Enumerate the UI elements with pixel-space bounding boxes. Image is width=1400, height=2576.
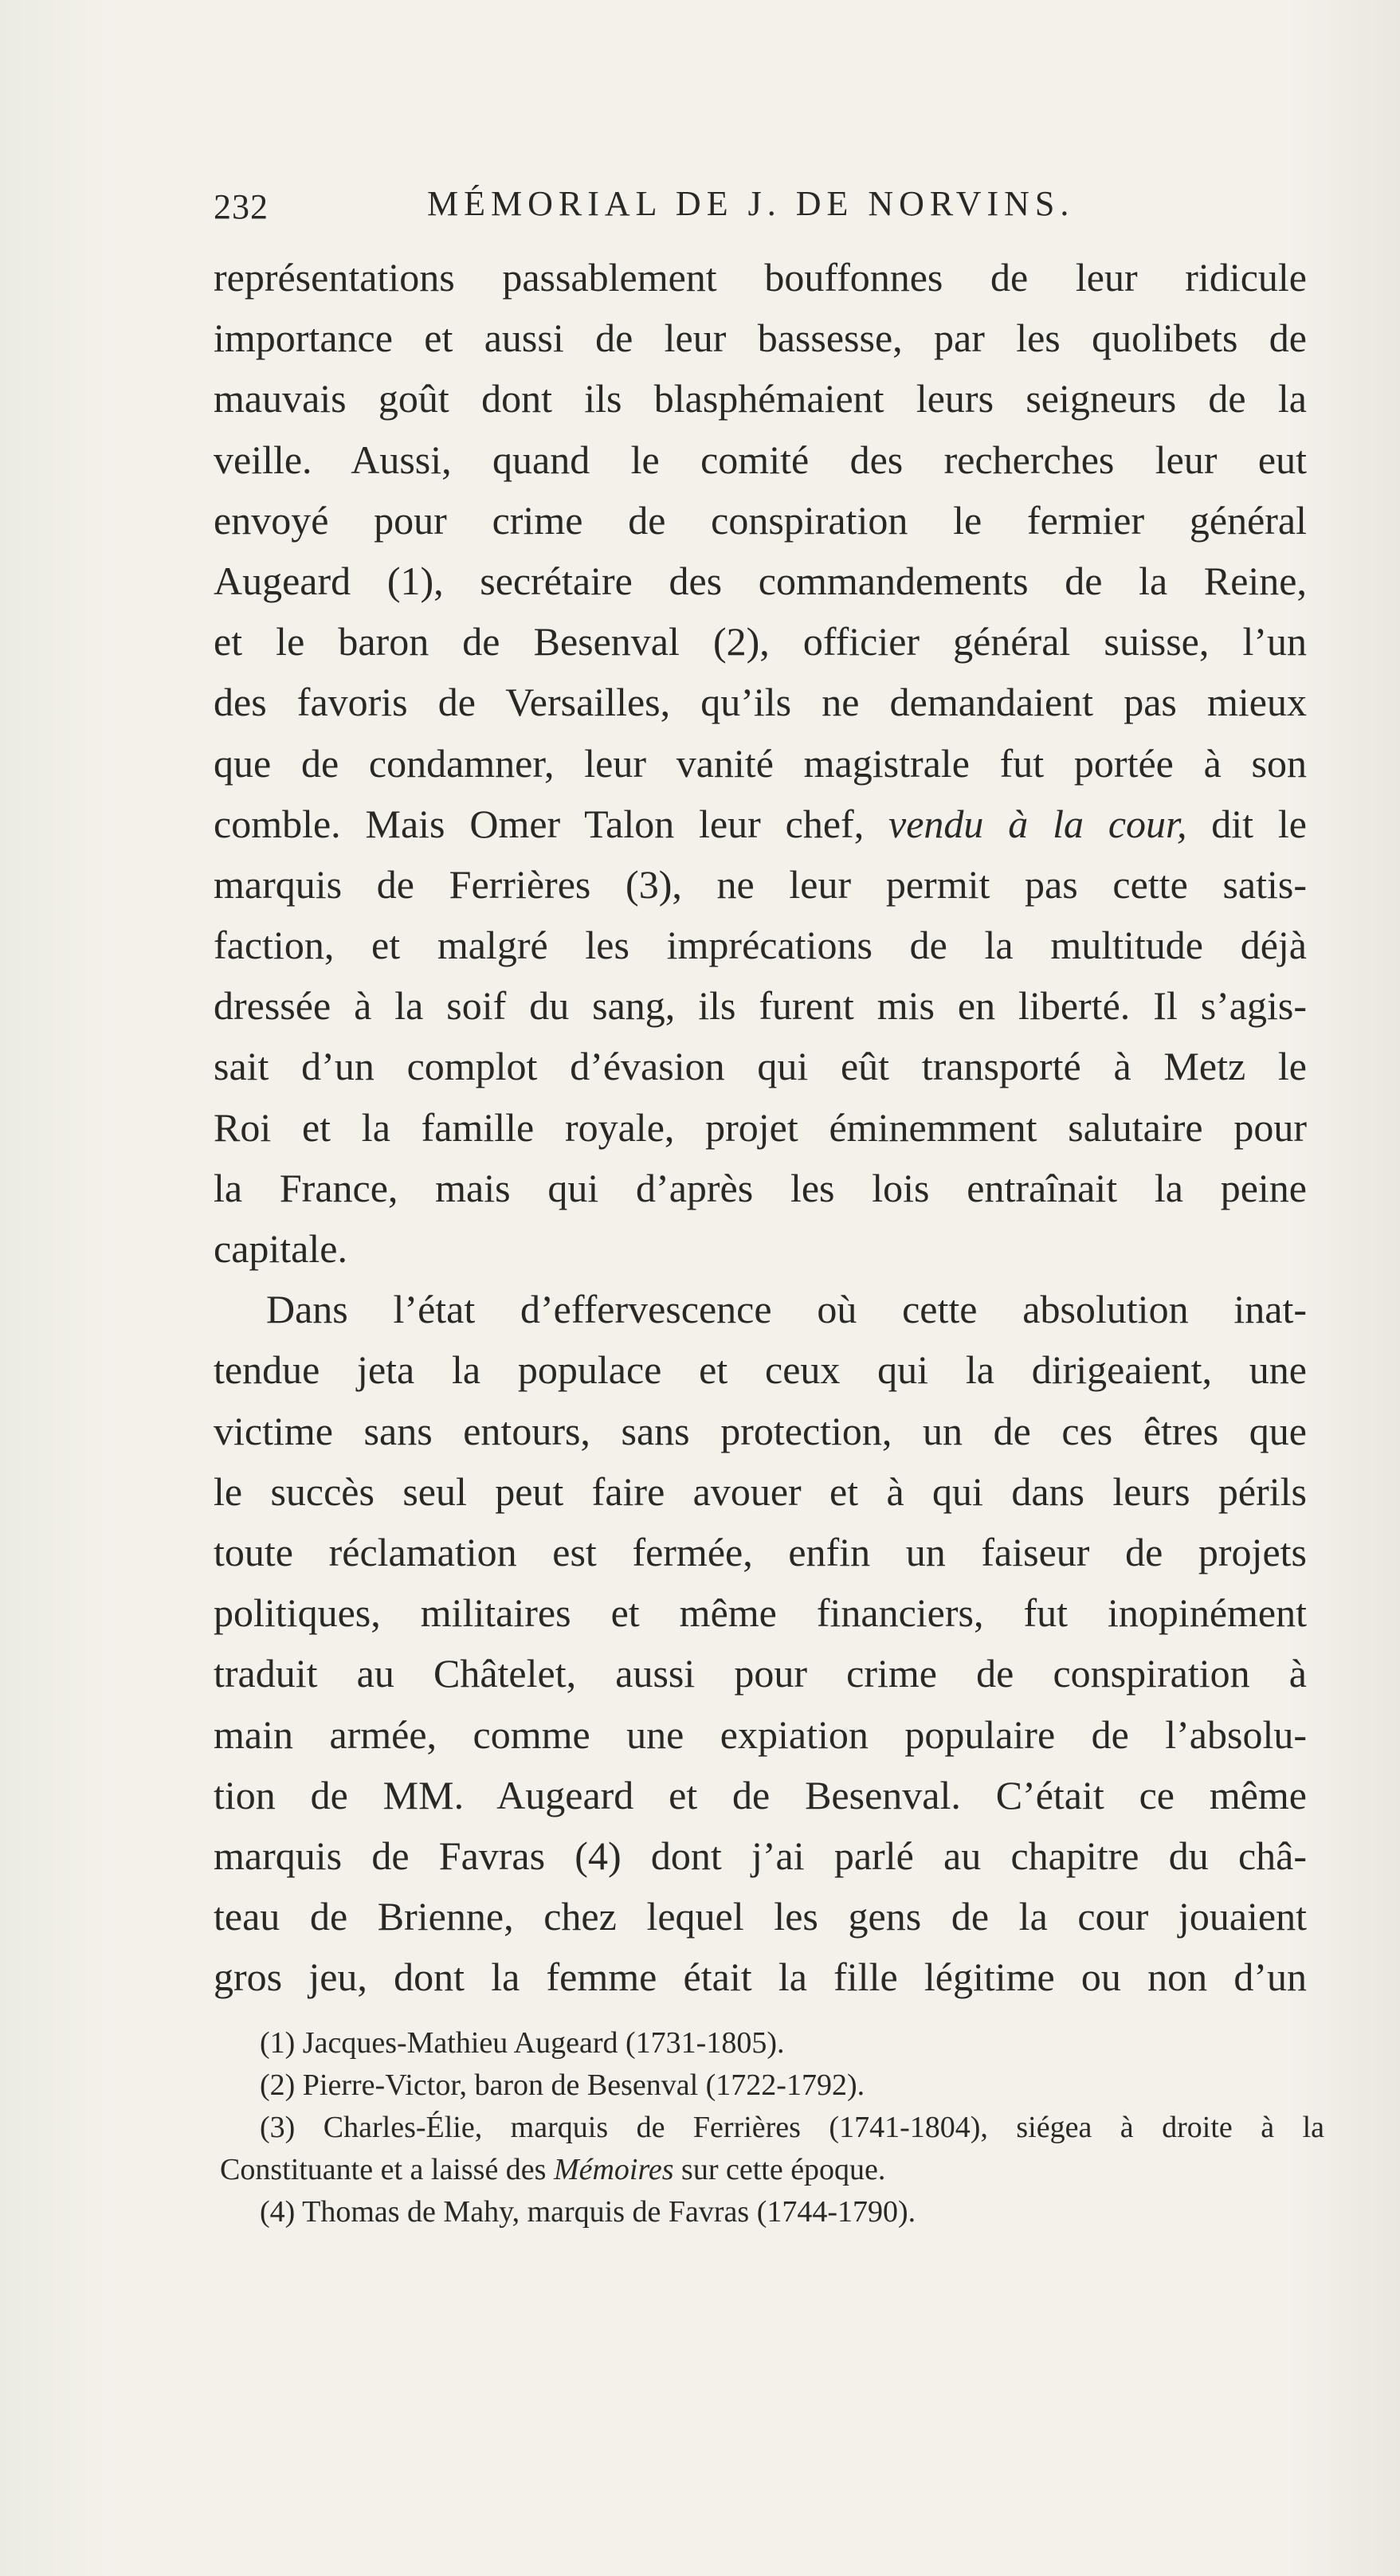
page-number: 232	[214, 187, 269, 226]
italic-quote: vendu à la cour,	[888, 801, 1187, 846]
text-line: toute réclamation est fermée, enfin un faiseur de projets	[214, 1529, 1307, 1574]
text-line: traduit au Châtelet, aussi pour crime de conspiration à	[214, 1651, 1307, 1696]
italic-title: Mémoires	[553, 2153, 674, 2186]
footnotes	[220, 2022, 1324, 2233]
text-segment: dit le	[1186, 801, 1307, 846]
footnote: (2) Pierre-Victor, baron de Besenval (1722-1792).	[260, 2068, 865, 2102]
text-line: gros jeu, dont la femme était la fille légitime ou non d’un	[214, 1955, 1307, 2000]
text-line: envoyé pour crime de conspiration le fermier général	[214, 497, 1307, 543]
text-line: tendue jeta la populace et ceux qui la dirigeaient, une	[214, 1347, 1307, 1393]
footnote: (4) Thomas de Mahy, marquis de Favras (1744-1790).	[260, 2195, 916, 2229]
text-line: main armée, comme une expiation populaire de l’absolu-	[214, 1711, 1307, 1757]
text-line: dressée à la soif du sang, ils furent mis en liberté. Il s’agis-	[214, 983, 1307, 1029]
footnote: (1) Jacques-Mathieu Augeard (1731-1805).	[260, 2026, 785, 2060]
text-line: Augeard (1), secrétaire des commandements de la Reine,	[214, 558, 1307, 603]
text-line: le succès seul peut faire avouer et à qui dans leurs périls	[214, 1468, 1307, 1514]
text-line: la France, mais qui d’après les lois entraînait la peine	[214, 1165, 1307, 1210]
text-line: tion de MM. Augeard et de Besenval. C’était ce même	[214, 1772, 1307, 1817]
text-line: veille. Aussi, quand le comité des recherches leur eut	[214, 437, 1307, 482]
text-line: des favoris de Versailles, qu’ils ne demandaient pas mieux	[214, 680, 1307, 725]
text-line: Dans l’état d’effervescence où cette absolution inat-	[266, 1287, 1307, 1332]
text-line: sait d’un complot d’évasion qui eût transporté à Metz le	[214, 1044, 1307, 1089]
text-line: politiques, militaires et même financiers, fut inopinément	[214, 1590, 1307, 1636]
main-text	[214, 247, 1307, 2007]
text-line: que de condamner, leur vanité magistrale fut portée à son	[214, 740, 1307, 786]
text-line: mauvais goût dont ils blasphémaient leurs seigneurs de la	[214, 376, 1307, 421]
footnote-continuation	[220, 2149, 1324, 2191]
text-line: marquis de Favras (4) dont j’ai parlé au chapitre du châ-	[214, 1833, 1307, 1878]
text-line: Roi et la famille royale, projet éminemment salutaire pour	[214, 1104, 1307, 1150]
running-title: MÉMORIAL DE J. DE NORVINS.	[427, 184, 1075, 223]
text-segment: sur cette époque.	[673, 2153, 886, 2186]
footnote: (3) Charles-Élie, marquis de Ferrières (1741-1804), siégea à droite à la	[260, 2111, 1324, 2144]
text-line: capitale.	[214, 1226, 347, 1271]
text-segment: comble. Mais Omer Talon leur chef,	[214, 801, 889, 846]
text-line: et le baron de Besenval (2), officier général suisse, l’un	[214, 619, 1307, 665]
text-line: importance et aussi de leur bassesse, par les quolibets de	[214, 316, 1307, 361]
text-line	[214, 794, 1307, 854]
text-line: faction, et malgré les imprécations de la multitude déjà	[214, 923, 1307, 968]
text-segment: Constituante et a laissé des	[220, 2153, 554, 2186]
text-line: marquis de Ferrières (3), ne leur permit pas cette satis-	[214, 861, 1307, 907]
text-line: teau de Brienne, chez lequel les gens de la cour jouaient	[214, 1894, 1307, 1939]
text-line: victime sans entours, sans protection, un de ces êtres que	[214, 1408, 1307, 1453]
text-line: représentations passablement bouffonnes de leur ridicule	[214, 255, 1307, 300]
page-header	[214, 177, 1313, 233]
